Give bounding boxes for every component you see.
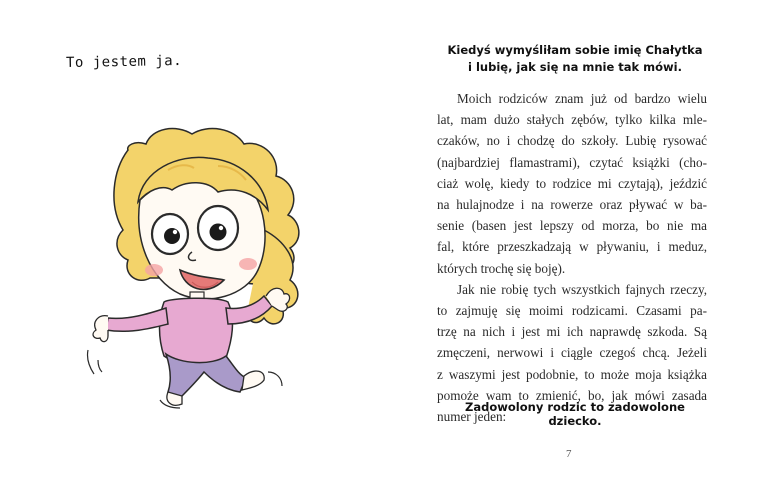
left-arm [106, 308, 168, 331]
text-line: Jak nie robię tych wszystkich fajnych rzeczy, [457, 281, 707, 297]
text-line: (najbardziej flamastrami), czytać książki (cho- [437, 154, 707, 170]
heading-line: i lubię, jak się na mnie tak mówi. [468, 60, 682, 74]
page-number: 7 [566, 448, 572, 460]
text-line: trzę na nich i jest mi ich naprawdę szkoda. Są [437, 324, 707, 340]
text-line: z waszymi jest podobnie, to może moja książka [437, 366, 707, 382]
text-line: Moich rodziców znam już od bardzo wielu [457, 91, 707, 106]
text-line: fal, które przeszkadzają w pływaniu, i meduz, [437, 239, 707, 255]
text-line: pomoże wam to zmienić, bo, jak mówi zasada [437, 387, 707, 403]
left-cheek [145, 264, 163, 276]
text-line: których trochę się boję). [437, 260, 566, 276]
shirt [160, 298, 233, 364]
illustration-caption: To jestem ja. [65, 52, 183, 72]
text-line: zmęczeni, nerwowi i ciągle czegoś chcą. Jeżeli [437, 345, 707, 361]
heading-line: Kiedyś wymyśliłam sobie imię Chałytka [447, 43, 703, 57]
right-foot [242, 371, 264, 390]
text-line: ciaż wolę, kiedy to rodzice mi czytają), jeździć [437, 175, 707, 191]
text-line: numer jeden: [437, 409, 507, 425]
right-cheek [239, 258, 257, 270]
left-hand [93, 316, 108, 342]
page-heading [440, 42, 710, 76]
girl-illustration [68, 110, 328, 410]
text-line: to zajmuję się moimi rodzicami. Czasami pa- [437, 303, 707, 319]
text-line: senie (basen jest lepszy od morza, bo nie ma [437, 218, 707, 234]
motto: Zadowolony rodzic to zadowolone dziecko. [465, 400, 685, 428]
text-line: lat, mam dużo stałych zębów, tylko kilka mle- [437, 112, 707, 128]
text-line: na hulajnodze i na rowerze oraz pływać w ba- [437, 197, 707, 213]
text-line: czaków, no i chodzę do szkoły. Lubię rysować [437, 133, 707, 149]
body-text [437, 88, 707, 427]
